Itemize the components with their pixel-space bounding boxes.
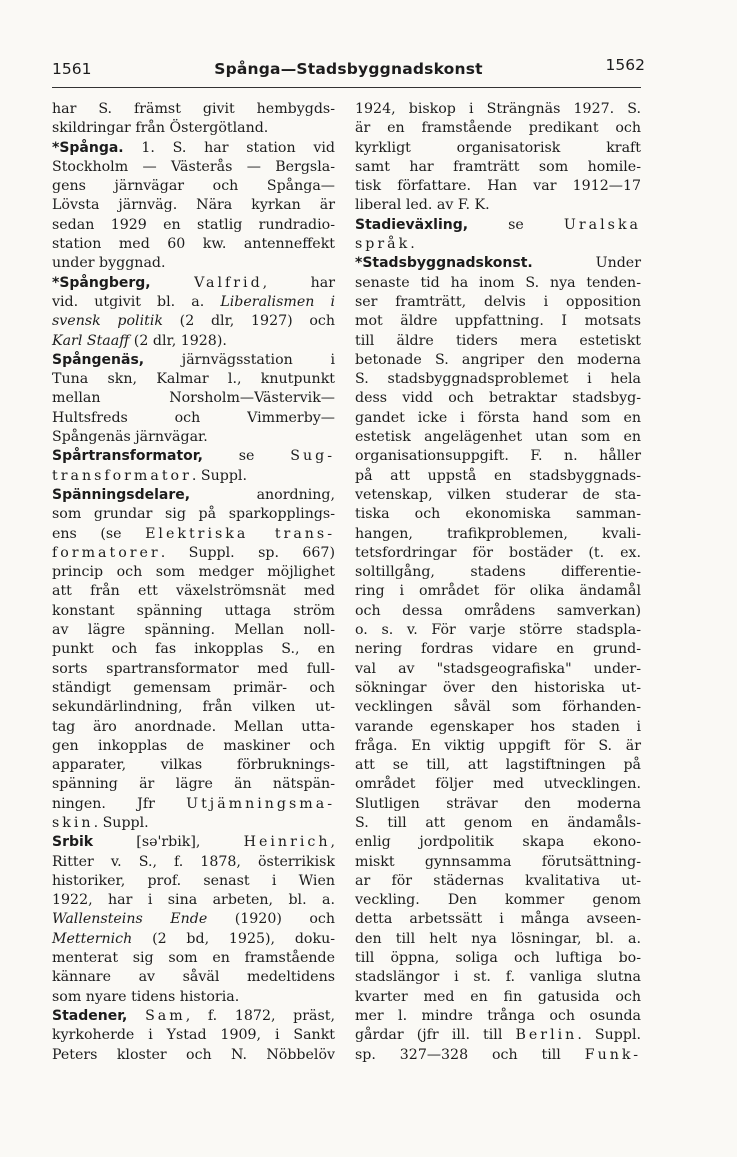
page-number-left: 1561 (52, 60, 92, 78)
text-line: mer l. mindre trånga och osunda (355, 1007, 641, 1024)
page-header (52, 56, 645, 86)
text-line: *Stadsbyggnadskonst. Under (355, 255, 641, 272)
text-line: Slutligen strävar den moderna (355, 795, 641, 812)
text-line: gårdar (jfr ill. till Berlin. Suppl. (355, 1027, 641, 1044)
text-line: vetenskap, vilken studerar de sta- (355, 486, 641, 503)
text-line: *Spångberg, Valfrid, har (52, 274, 335, 291)
text-line: Ritter v. S., f. 1878, österrikisk (52, 853, 335, 870)
text-line: Spänningsdelare, anordning, (52, 486, 335, 503)
text-line: Spångenäs, järnvägsstation i (52, 351, 335, 368)
text-line: miskt gynnsamma förutsättning- (355, 853, 641, 870)
text-line: samt har framträtt som homile- (355, 158, 641, 175)
text-line: transformator. Suppl. (52, 467, 247, 484)
text-line: betonade S. angriper den moderna (355, 351, 641, 368)
text-line: spänning är lägre än nätspän- (52, 776, 335, 793)
text-line: vecklingen såväl som förhanden- (355, 699, 641, 716)
text-line: att se till, att lagstiftningen på (355, 757, 641, 774)
text-line: till öppna, soliga och luftiga bo- (355, 950, 641, 967)
text-line: 1922, har i sina arbeten, bl. a. (52, 892, 335, 909)
text-line: att från ett växelströmsnät med (52, 583, 335, 600)
text-line: estetisk angelägenhet utan som en (355, 429, 641, 446)
text-line: nering fordras vidare en grund- (355, 641, 641, 658)
text-line: som nyare tidens historia. (52, 988, 240, 1005)
text-line: menterat sig som en framstående (52, 950, 335, 967)
text-line: den till helt nya lösningar, bl. a. (355, 930, 641, 947)
text-line: Karl Staaff (2 dlr, 1928). (52, 332, 227, 349)
text-line: sp. 327—328 och till Funk- (355, 1046, 641, 1063)
text-line: området följer med utvecklingen. (355, 776, 641, 793)
text-line: senaste tid ha inom S. nya tenden- (355, 274, 641, 291)
text-line: soltillgång, stadens differentie- (355, 564, 641, 581)
text-line: Stadieväxling, se Uralska (355, 216, 641, 233)
text-line: ständigt gemensam primär- och (52, 679, 335, 696)
text-line: apparater, vilkas förbruknings- (52, 757, 335, 774)
text-line: varande egenskaper hos staden i (355, 718, 641, 735)
text-line: har S. främst givit hembygds- (52, 101, 335, 117)
text-line: ningen. Jfr Utjämningsma- (52, 795, 335, 812)
text-line: 1924, biskop i Strängnäs 1927. S. (355, 101, 641, 117)
text-line: av lägre spänning. Mellan noll- (52, 622, 335, 639)
text-line: tisk författare. Han var 1912—17 (355, 178, 641, 195)
text-line: station med 60 kw. antenneffekt (52, 236, 335, 253)
text-line: skin. Suppl. (52, 814, 149, 831)
text-line: ens (se Elektriska trans- (52, 525, 335, 542)
text-line: sorts spartransformator med full- (52, 660, 335, 677)
text-line: liberal led. av F. K. (355, 197, 490, 214)
text-line: är en framstående predikant och (355, 120, 641, 137)
text-line: språk. (355, 236, 415, 253)
text-line: historiker, prof. senast i Wien (52, 872, 335, 889)
text-line: *Spånga. 1. S. har station vid (52, 139, 335, 156)
text-line: konstant spänning uttaga ström (52, 602, 335, 619)
text-line: tiska och ekonomiska samman- (355, 506, 641, 523)
text-line: princip och som medger möjlighet (52, 564, 335, 581)
text-line: kyrkligt organisatorisk kraft (355, 139, 641, 156)
text-line: ser framträtt, delvis i opposition (355, 293, 641, 310)
text-line: gen inkopplas de maskiner och (52, 737, 335, 754)
text-line: Stadener, Sam, f. 1872, präst, (52, 1007, 335, 1024)
page-number-right: 1562 (605, 56, 645, 74)
text-line: ar för städernas kvalitativa ut- (355, 872, 641, 889)
text-line: val av "stadsgeografiska" under- (355, 660, 641, 677)
text-line: Hultsfreds och Vimmerby— (52, 409, 335, 426)
text-line: gens järnvägar och Spånga— (52, 178, 335, 195)
text-line: skildringar från Östergötland. (52, 120, 269, 137)
text-line: dess vidd och betraktar stadsbyg- (355, 390, 641, 407)
text-line: kvarter med en fin gatusida och (355, 988, 641, 1005)
text-line: på att uppstå en stadsbyggnads- (355, 467, 641, 484)
text-line: Peters kloster och N. Nöbbelöv (52, 1046, 335, 1063)
running-title: Spånga—Stadsbyggnadskonst (214, 60, 483, 78)
text-line: ring i området för olika ändamål (355, 583, 641, 600)
text-line: organisationsuppgift. F. n. håller (355, 448, 641, 465)
header-rule (52, 87, 641, 88)
text-line: Srbik [sə'rbik], Heinrich, (52, 834, 335, 851)
text-line: som grundar sig på sparkopplings- (52, 506, 335, 523)
text-line: gandet icke i första hand som en (355, 409, 641, 426)
text-line: Metternich (2 bd, 1925), doku- (52, 930, 335, 947)
text-line: Wallensteins Ende (1920) och (52, 911, 335, 928)
text-line: till äldre tiders mera estetiskt (355, 332, 641, 349)
text-line: sökningar över den historiska ut- (355, 679, 641, 696)
text-line: punkt och fas inkopplas S., en (52, 641, 335, 658)
text-line: svensk politik (2 dlr, 1927) och (52, 313, 335, 330)
text-line: under byggnad. (52, 255, 166, 272)
text-line: tetsfordringar för bostäder (t. ex. (355, 544, 641, 561)
text-line: stadslängor i st. f. vanliga slutna (355, 969, 641, 986)
text-line: Lövsta järnväg. Nära kyrkan är (52, 197, 335, 214)
text-line: kännare av såväl medeltidens (52, 969, 335, 986)
text-line: mellan Norsholm—Västervik— (52, 390, 335, 407)
text-line: S. till att genom en ändamåls- (355, 814, 641, 831)
text-line: o. s. v. För varje större stadspla- (355, 622, 641, 639)
text-line: vid. utgivit bl. a. Liberalismen i (52, 293, 335, 310)
text-line: tag äro anordnade. Mellan utta- (52, 718, 335, 735)
text-line: fråga. En viktig uppgift för S. är (355, 737, 641, 754)
left-column (52, 100, 335, 1065)
text-line: Stockholm — Västerås — Bergsla- (52, 158, 335, 175)
text-line: Spångenäs järnvägar. (52, 429, 208, 446)
text-line: och dessa områdens samverkan) (355, 602, 641, 619)
text-line: S. stadsbyggnadsproblemet i hela (355, 371, 641, 388)
text-line: Spårtransformator, se Sug- (52, 448, 335, 465)
text-line: sekundärlindning, från vilken ut- (52, 699, 335, 716)
text-line: kyrkoherde i Ystad 1909, i Sankt (52, 1027, 335, 1044)
text-line: mot äldre uppfattning. I motsats (355, 313, 641, 330)
text-line: detta arbetssätt i många avseen- (355, 911, 641, 928)
text-line: sedan 1929 en statlig rundradio- (52, 216, 335, 233)
text-line: formatorer. Suppl. sp. 667) (52, 544, 335, 561)
text-line: Tuna skn, Kalmar l., knutpunkt (52, 371, 335, 388)
text-line: hangen, trafikproblemen, kvali- (355, 525, 641, 542)
right-column (355, 100, 641, 1065)
text-line: veckling. Den kommer genom (355, 892, 641, 909)
text-line: enlig jordpolitik skapa ekono- (355, 834, 641, 851)
